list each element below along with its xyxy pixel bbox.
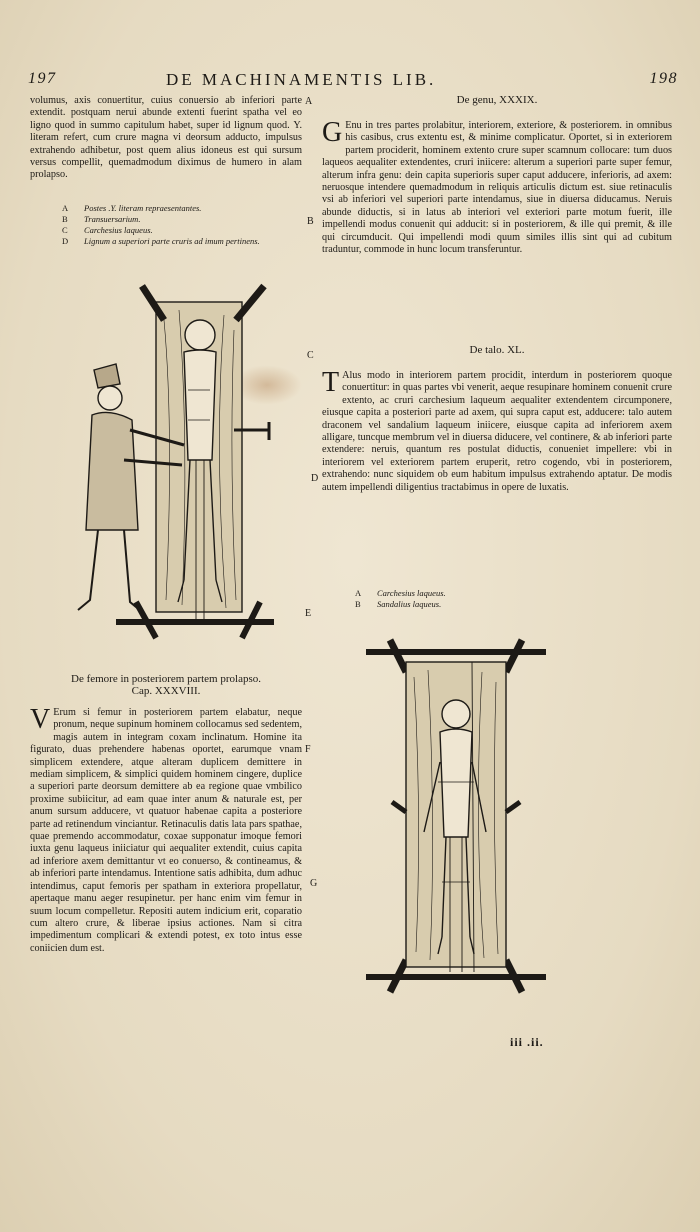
drop-cap: T (322, 367, 340, 398)
page-number-left: 197 (28, 70, 57, 87)
left-intro-paragraph (30, 95, 302, 182)
legend-text: Sandalius laqueus. (377, 599, 442, 609)
margin-letter-b: B (307, 216, 314, 227)
woodcut-traction-board-figure (362, 632, 550, 997)
legend-text: Lignum a superiori parte cruris ad imum pertinens. (84, 236, 260, 246)
genu-paragraph (322, 117, 672, 256)
drop-cap: G (322, 117, 343, 148)
legend-row (62, 214, 302, 225)
running-title: DE MACHINAMENTIS LIB. (166, 70, 437, 89)
talo-text: Alus modo in interiorem partem procidit, interdum in posteriorem quoque conuertitur: in quas partes vbi venerit, aeque resupinare hominem conuenit crure extento, ac cruri carchesium laqueum aequaliter extendentem circumponere, eiusque capita a posteriori parte ad axem, qui supra caput est, adducere: talo autem draconem vel sandalium laqueum iniicere, eiusque capita ad inferiorem axem alligare, tuncque membrum vel in diuersa diducere, vel continere, & ab inferiori parte extendere: neruis, quantum res postulat diductis, conueniet impellere: vbi in interiorem vel exteriorem partem eruperit, retro cogendo, vbi in posteriorem, extrahendo: nunc siquidem ob eum habitum impulsus extrahendo aptatur. De modis autem impellendi diligentius tractabimus in opere de luxatis. (322, 370, 672, 493)
woodcut-physician-figure (64, 280, 282, 645)
margin-letter-f: F (305, 744, 311, 755)
legend-text: Transuersarium. (84, 214, 141, 224)
legend-key: B (355, 599, 361, 609)
legend-text: Carchesius laqueus. (377, 588, 446, 598)
legend-row (62, 236, 302, 247)
legend-key: C (62, 225, 68, 235)
legend-key: D (62, 236, 69, 246)
signature-mark: iii .ii. (510, 1035, 544, 1049)
legend-key: A (355, 588, 362, 598)
right-figure-legend (355, 588, 555, 610)
legend-text: Postes .Υ. literam repraesentantes. (84, 203, 202, 213)
margin-letter-e: E (305, 608, 312, 619)
chapter-number: Cap. XXXVIII. (131, 685, 201, 697)
legend-text: Carchesius laqueus. (84, 225, 153, 235)
margin-letter-g: G (310, 878, 318, 889)
margin-letter-c: C (307, 350, 314, 361)
chapter-title: De femore in posteriorem partem prolapso. (71, 673, 261, 685)
femur-paragraph (30, 704, 302, 955)
legend-row (355, 588, 555, 599)
left-intro-text: volumus, axis conuertitur, cuius conuersio ab inferiori parte extendit. postquam nerui abunde extenti fuerint spatha vel eo ligno quod in summo capitulum habet, super id lignum quod. Υ. literam refert, cum crure magna vi deorsum adducto, impulsus extrahendo adhibetur, post quem alius idoneus est qui sursum versus compellit, quemadmodum diximus de humero in alam prolapso. (30, 95, 302, 181)
page-number-right: 198 (649, 70, 678, 87)
margin-letter-d: D (311, 473, 319, 484)
chapter-heading-talo: De talo. XL. (469, 344, 525, 356)
genu-text: Enu in tres partes prolabitur, interiorem, exteriore, & posteriorem. in omnibus his casibus, crus extentu est, & minime complicatur. Oportet, si in exteriorem partem prociderit, hominem extento crure super scamnum collocare: tum duos laqueos aequaliter extendentes, cruri iniicere: alterum a superiori parte super femur, alterum infra genu: dein capita superioris super caput adducere, inferioris, ad axem: neruosque intendere quemadmodum in reliquis articulis dictum est. siue retinaculis vsi ab inferiori vel superiori parte intendamus, siue in diuersa diducamus. Neruis abunde diductis, si in latus ab interiori vel exteriori parte motum fuerit, ille impellendi modus conuenit qui adducit: si in posteriorem, & ille qui premit, & ille qui circumducit. Qui impellendi modi quum similes illis sint qui ad cubitum traduntur, commode in hunc locum transferuntur. (322, 120, 672, 256)
legend-key: A (62, 203, 69, 213)
chapter-heading-femur (30, 673, 302, 697)
drop-cap: V (30, 704, 51, 735)
legend-row (62, 203, 302, 214)
margin-letter-a: A (305, 96, 313, 107)
left-figure-legend (62, 203, 302, 247)
running-header (28, 66, 678, 92)
femur-text: Erum si femur in posteriorem partem elabatur, neque pronum, neque supinum hominem collocamus sed sedentem, magis autem in integram coxam inclinatum. Homine ita figurato, duas prehendere habenas oportet, earumque vnam simplicem extendere, atque alteram duplicem demittere in mediam simplicem, & simplici quidem hominem cingere, duplice a superiori parte deorsum demittere ab ea regione quae vmbilico proxime subiicitur, ad eam quae inter anum & naturale est, per anum sursum adducere, vt quatuor habenae capita a posteriore parte ad retinendum vinciantur. Retinaculis datis lata pars spathae, quae premendo accommodatur, coxae supponatur imoque femori iuxta genu laqueus iniiciatur qui aequaliter extendit, cuius capita ad inferiore axem demittantur vt eo conuerso, & contineamus, & ab inferiori parte intendamus. Intentione satis adhibita, dum adhuc intendimus, caput femoris per spatham in exteriora propellatur, apertaque manu aeger resupinetur. per hanc enim vim femur in suum locum compelletur. Repositi autem indicium erit, coparatio cum altero crure, & liberae ipsius actiones. Nam si citra impedimentum complicari & extendi potest, ex toto intus esse coniicien dum est. (30, 707, 302, 954)
legend-row (355, 599, 555, 610)
chapter-heading-genu: De genu, XXXIX. (456, 94, 538, 106)
talo-paragraph (322, 367, 672, 494)
legend-key: B (62, 214, 68, 224)
legend-row (62, 225, 302, 236)
